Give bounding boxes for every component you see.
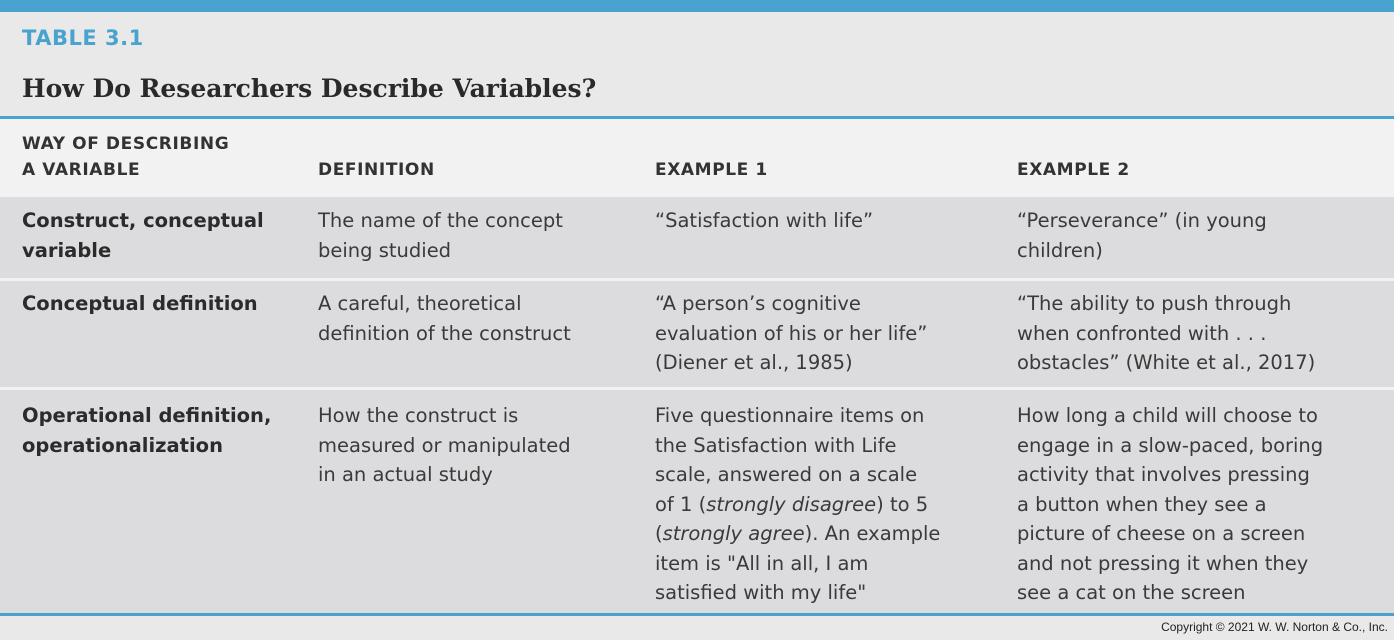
scale-anchor-low: strongly disagree: [706, 492, 877, 516]
row-example-1: [655, 401, 940, 608]
header-way-of-describing: WAY OF DESCRIBING A VARIABLE: [22, 134, 230, 180]
header-example-2: EXAMPLE 2: [1017, 160, 1130, 180]
row-term: Conceptual definition: [22, 292, 258, 315]
copyright-notice: Copyright © 2021 W. W. Norton & Co., Inc.: [1161, 620, 1388, 634]
row-term: Construct, conceptual variable: [22, 209, 264, 262]
row-example-2: How long a child will choose to engage in a slow-paced, boring activity that involves pressing a button when they see a picture of cheese on a screen and not pressing it when they see a cat on the screen: [1017, 404, 1324, 604]
example-text: Five questionnaire items on the Satisfaction with Life scale, answered on a scale of 1 (: [655, 404, 925, 516]
header-example-1: EXAMPLE 1: [655, 160, 768, 180]
table-header-row: [0, 119, 1394, 197]
scale-anchor-high: strongly agree: [662, 522, 805, 545]
row-definition: A careful, theoretical definition of the construct: [318, 292, 571, 345]
row-example-1: “A person’s cognitive evaluation of his or her life” (Diener et al., 1985): [655, 292, 928, 374]
bottom-divider: [0, 613, 1394, 616]
header-definition: DEFINITION: [318, 160, 435, 180]
example-text: ) to 5 (: [655, 492, 929, 545]
row-example-2: “The ability to push through when confronted with . . . obstacles” (White et al., 2017): [1017, 292, 1316, 374]
table-number: TABLE 3.1: [22, 26, 144, 50]
table-row: [0, 197, 1394, 278]
top-accent-rule: [0, 0, 1394, 12]
row-definition: The name of the concept being studied: [318, 209, 563, 262]
table-row: [0, 281, 1394, 387]
example-text: ). An example item is "All in all, I am satisfied with my life": [655, 522, 941, 604]
row-term: Operational definition, operationalization: [22, 404, 272, 457]
row-definition: How the construct is measured or manipulated in an actual study: [318, 404, 571, 486]
table-row: [0, 390, 1394, 613]
row-example-2: “Perseverance” (in young children): [1017, 209, 1267, 262]
row-example-1: “Satisfaction with life”: [655, 209, 874, 232]
table-title: How Do Researchers Describe Variables?: [22, 74, 597, 103]
